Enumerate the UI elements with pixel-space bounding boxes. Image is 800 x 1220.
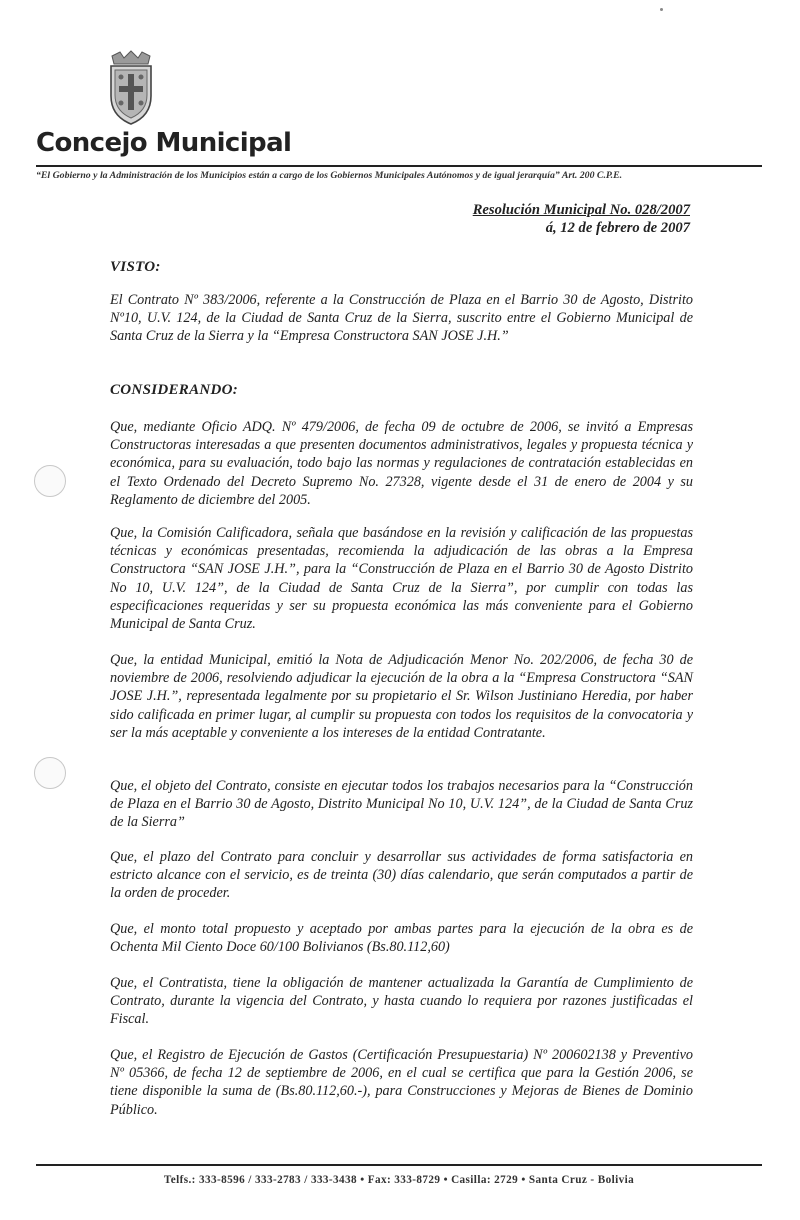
visto-text: El Contrato Nº 383/2006, referente a la Construcción de Plaza en el Barrio 30 de Agosto, Distrito Nº10, U.V. 124, de la Ciudad de Santa Cruz de la Sierra, suscrito entre el Gobierno Municipal de Santa Cruz de la Sierra y la “Empresa Constructora SAN JOSE J.H.” (110, 292, 693, 345)
considerando-paragraph: Que, el Registro de Ejecución de Gastos (Certificación Presupuestaria) Nº 200602138 y Preventivo Nº 05366, de fecha 12 de septiembre de 2006, en el cual se certifica que para la Gestión 2006, se tiene disponible la suma de (Bs.80.112,60.-), para Construcciones y Mejoras de Bienes de Dominio Público. (110, 1047, 693, 1118)
considerando-paragraph: Que, la entidad Municipal, emitió la Nota de Adjudicación Menor No. 202/2006, de fecha 30 de noviembre de 2006, resolviendo adjudicar la ejecución de la obra a la “Empresa Constructora “SAN JOSE J.H.”, representada legalmente por su propietario el Sr. Wilson Justiniano Heredia, por haber sido calificada en primer lugar, al cumplir su propuesta con todos los requisitos de la convocatoria y ser la más aceptable y conveniente a los intereses de la entidad Contratante. (110, 652, 693, 741)
footer-contact-info: Telfs.: 333-8596 / 333-2783 / 333-3438 • Fax: 333-8729 • Casilla: 2729 • Santa Cruz - Bolivia (163, 1174, 635, 1186)
resolution-header (473, 201, 690, 237)
scan-speck (660, 8, 663, 11)
organization-title: Concejo Municipal (36, 128, 292, 158)
considerando-paragraph: Que, el objeto del Contrato, consiste en ejecutar todos los trabajos necesarios para la “Construcción de Plaza en el Barrio 30 de Agosto, Distrito Municipal No 10, U.V. 124”, de la Ciudad de Santa Cruz de la Sierra” (110, 778, 693, 831)
considerando-paragraph: Que, el monto total propuesto y aceptado por ambas partes para la ejecución de la obra es de Ochenta Mil Ciento Doce 60/100 Bolivianos (Bs.80.112,60) (110, 921, 693, 956)
constitution-quote: “El Gobierno y la Administración de los Municipios están a cargo de los Gobiernos Municipales Autónomos y de igual jerarquía” Art. 200 C.P.E. (36, 170, 623, 181)
punch-hole-upper (34, 465, 66, 497)
considerando-paragraph: Que, mediante Oficio ADQ. Nº 479/2006, de fecha 09 de octubre de 2006, se invitó a Empresas Constructoras interesadas a que presenten documentos administrativos, legales y propuesta técnica y económica, para su evaluación, todo bajo las normas y regulaciones de contratación establecidas en el Texto Ordenado del Decreto Supremo No. 27328, vigente desde el 31 de enero de 2004 y su Reglamento de diciembre del 2005. (110, 419, 693, 508)
considerando-paragraph: Que, el plazo del Contrato para concluir y desarrollar sus actividades de forma satisfactoria en estricto alcance con el servicio, es de treinta (30) días calendario, que serán computados a partir de la orden de proceder. (110, 849, 693, 902)
resolution-number: Resolución Municipal No. 028/2007 (472, 202, 690, 218)
considerando-heading: CONSIDERANDO: (110, 382, 239, 398)
header-divider (36, 165, 762, 167)
considerando-paragraph: Que, el Contratista, tiene la obligación de mantener actualizada la Garantía de Cumplimiento de Contrato, durante la vigencia del Contrato, y hasta cuando lo requiera por razones justificadas el Fiscal. (110, 975, 693, 1028)
considerando-paragraph: Que, la Comisión Calificadora, señala que basándose en la revisión y calificación de las propuestas técnicas y económicas presentadas, recomienda la adjudicación de las obras a la Empresa Constructora “SAN JOSE J.H.”, para la “Construcción de Plaza en el Barrio 30 de Agosto Distrito No 10, U.V. 124”, de la Ciudad de Santa Cruz de la Sierra”, por cumplir con todas las especificaciones requeridas y ser su propuesta económica las más conveniente para el Gobierno Municipal de Santa Cruz. (110, 525, 693, 633)
footer-divider (36, 1164, 762, 1166)
visto-heading: VISTO: (110, 259, 161, 275)
resolution-date: á, 12 de febrero de 2007 (545, 220, 690, 236)
punch-hole-lower (34, 757, 66, 789)
municipal-coat-of-arms-icon (106, 50, 156, 126)
